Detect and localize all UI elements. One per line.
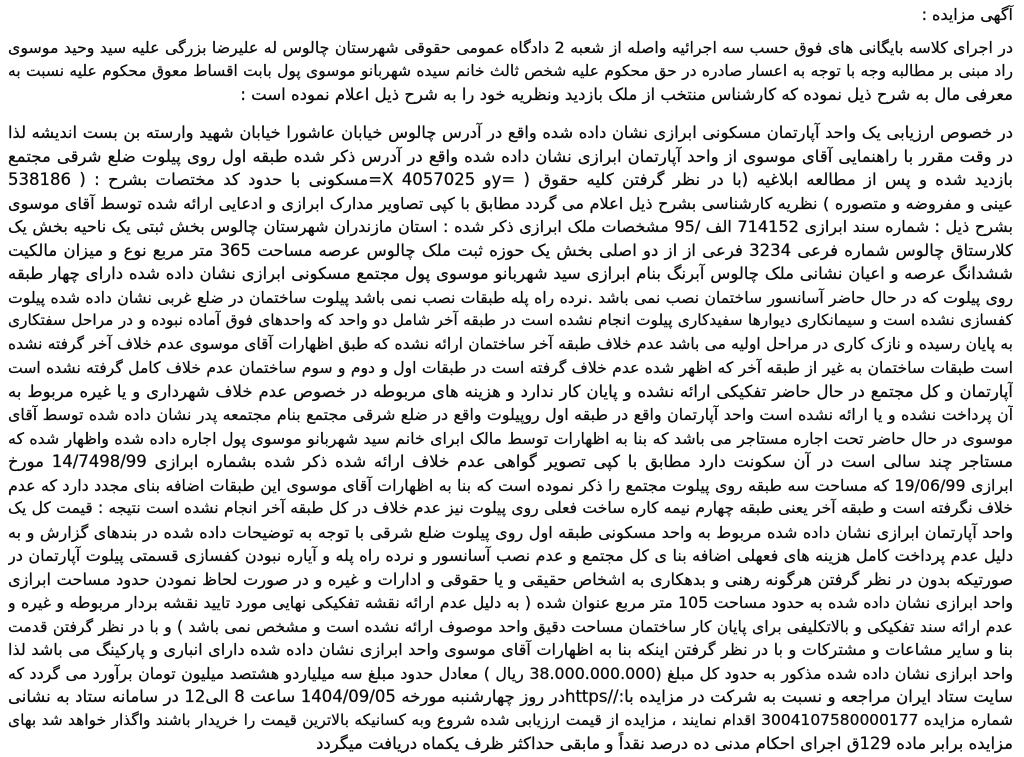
notice-title: آگهی مزایده :: [921, 5, 1013, 24]
notice-text-line: بشرح ذیل : شماره سند ابرازی 714152 الف /95 مشخصات ملک ابرازی ذکر شده : استان مازندران شهرستان چالوس بخش ثبتی یک ناحیه بخش یک: [8, 217, 1013, 236]
notice-text-line: در خصوص ارزیابی یک واحد آپارتمان مسکونی ابرازی نشان داده شده واقع در آدرس چالوس خیابان عاشورا خیابان شهید وارسته بن بست اندیشه لذا: [8, 123, 1013, 142]
notice-text-line: موسوی در حال حاضر تحت اجاره مستاجر می باشد که بنا به اظهارات توسط مالک ابرای خانم سید شهربانو موسوی پول اجاره داده شده واظهار شده که: [8, 428, 1013, 448]
notice-text-line: راد مبنی بر مطالبه وجه با توجه به اعسار صادره در حق محکوم علیه شخص ثالث خانم سیده شهربانو موسوی پول بابت اقساط معوق محکوم علیه نسبت به: [8, 61, 1013, 80]
notice-text-line: عدم ارائه سند تفکیکی و بالاتکلیفی برای پایان کار ساختمان مساحت دقیق واحد موصوف ارائه نشده است و مشخص نمی باشد ) و با در نظر گرفتن قدمت: [8, 616, 1013, 636]
notice-text-line: واحد ابرازی نشان داده شده به حدود مساحت 105 متر مربع عنوان شده ( به دلیل عدم ارائه نقشه تفکیکی نهایی مورد تایید نقشه بردار مربوطه و غیره و: [8, 593, 1013, 612]
notice-paragraph-intro: [8, 36, 1013, 107]
notice-text-line: مستاجر چند سالی است در آن سکونت دارد مطابق با کپی تصویر گواهی عدم خلاف ارائه شده ذکر شده بشماره ابرازی 14/7498/99 مورخ: [8, 452, 1013, 471]
notice-text-line: بنا و سایر مشاعات و مشترکات و با در نظر گرفتن اینکه بنا به اظهارات آقای موسوی واحد ابرازی نشان داده شده دارای انباری و پارکینگ می باشد لذا: [8, 640, 1013, 659]
notice-text-line: آن پرداخت نشده و یا ارائه نشده است واحد آپارتمان واقع در طبقه اول روپیلوت واقع در ضلع شرقی مجتمع بنام مجتمعه پدر نشان داده شده توسط آقای: [8, 405, 1013, 424]
notice-text-line: بازدید شده و پس از مطالعه ابلاغیه (با در نظر گرفتن کلیه حقوق ( =yو 4057025 X=مسکونی با حدود کد مختصات بشرح : ( 538186: [8, 170, 1013, 189]
notice-text-line: صورتیکه بدون در نظر گرفتن هرگونه رهنی و بدهکاری به اشخاص حقیقی و یا حقوقی و ادارات و غیره و در صورت لحاظ نمودن حدود مساحت ابرازی: [8, 569, 1013, 589]
notice-text-line: کفسازی نشده است و سیمانکاری دیوارها سفیدکاری پیلوت انجام نشده است در طبقه آخر شامل دو واحد که واحدهای فوق آماده نبوده و در مراحل سفتکاری: [8, 311, 1013, 329]
notice-text-line: سایت ستاد ایران مراجعه و نسبت به شرکت در مزایده با://httpsدر روز چهارشنبه مورخه 1404/09/05 ساعت 8 الی12 در سامانه ستاد به نشانی: [8, 687, 1013, 706]
notice-text-line: مزایده برابر ماده 129ق اجرای احکام مدنی ده درصد نقداً و مابقی حداکثر ظرف یکماه دریافت میگردد: [316, 734, 1013, 753]
notice-text-line: روی پیلوت که در حال حاضر آسانسور ساختمان نصب نمی باشد .نرده راه پله طبقات نصب نمی باشد پیلوت ساختمان در ضلع غربی نشان داده شده پیلوت: [8, 287, 1013, 307]
notice-text-line: ابرازی 19/06/99 که مساحت سه طبقه روی پیلوت مجتمع را ذکر نموده است که بنا به اظهارات آقای موسوی این طبقات اضافه بنای مجدد دارد که عدم: [8, 475, 1013, 495]
notice-text-line: کلارستاق چالوس شماره فرعی 3234 فرعی از از دو اصلی بخش یک حوزه ثبت ملک چالوس عرصه مساحت 365 متر مربع نوع و میزان مالکیت: [8, 240, 1013, 260]
notice-text-line: واحد ابرازی نشان داده شده مذکور به حدود کل مبلغ (38.000.000.000 ریال ) معادل حدود مبلغ سه میلیاردو هشتصد میلیون تومان برآورد می گردد که: [8, 663, 1013, 683]
notice-text-line: به پایان رسیده و نازک کاری در مراحل اولیه می باشد عدم خلاف طبقه آخر ساختمان ارائه نشده که طبق اظهارات آقای موسوی عدم خلاف آخر گرفته نشده: [8, 334, 1013, 353]
notice-text-line: واحد آپارتمان ابرازی نشان داده شده مربوط به واحد مسکونی طبقه اول روی پیلوت ضلع شرقی با توجه به توضیحات داده شده در بندهای گزارش و به: [8, 522, 1013, 542]
notice-text-line: است طبقات ساختمان به غیر از طبقه آخر که اظهر شده عدم خلاف گرفته است در طبقات اول و دوم و سوم ساختمان عدم خلاف کامل گرفته نشده است: [8, 358, 1013, 377]
notice-text-line: در وقت مقرر با راهنمایی آقای موسوی از واحد آپارتمان ابرازی نشان داده شده واقع در آدرس ذکر شده طبقه اول روی پیلوت ضلع شرقی مجتمع: [8, 146, 1013, 166]
notice-text-line: آپارتمان و کل مجتمع در حال حاضر تفکیکی ارائه نشده و پایان کار ندارد و هزینه های مربوطه در خصوص عدم خلاف شهرداری و یا غیره مربوط به: [8, 381, 1013, 401]
notice-text-line: شماره مزایده 3004107580000177 اقدام نمایند ، مزایده از قیمت ارزیابی شده شروع وبه کسانیکه بالاترین قیمت را خریدار باشند واگذار خواهد شد بهای: [8, 710, 1013, 729]
notice-text-line: خلاف نگرفته است و طبقه آخر یعنی طبقه چهارم نیمه کاره ساخت فعلی روی پیلوت نیز عدم خلاف در کل طبقه آخر انجام نشده است نتیجه : قیمت کل یک: [8, 499, 1013, 517]
notice-paragraph-appraisal: [8, 121, 1013, 756]
notice-text-line: در اجرای کلاسه بایگانی های فوق حسب سه اجرائیه واصله از شعبه 2 دادگاه عمومی حقوقی شهرستان چالوس له علیرضا بزرگی علیه سید وحید موسوی: [8, 38, 1013, 57]
notice-text-line: ششدانگ عرصه و اعیان نشانی ملک چالوس آبرنگ بنام ابرازی سید شهربانو موسوی پول مجتمع مسکونی ابرازی نشان داده شده دارای چهار طبقه: [8, 264, 1013, 283]
notice-text-line: دلیل عدم پرداخت کامل هزینه های فعهلی اضافه بنا ی کل مجتمع و عدم نصب آسانسور و نرده راه پله و آیاره نبودن کفسازی قسمتی پیلوت آپارتمان در: [8, 546, 1013, 565]
notice-text-line: عینی و مفروضه و متصوره ) نظریه کارشناسی بشرح ذیل اعلام می گردد مطابق با کپی تصاویر مدارک ابرازی و ادعایی ارائه شده توسط آقای موسوی: [8, 193, 1013, 213]
notice-text-line: معرفی مال به شرح ذیل نموده که کارشناس منتخب از ملک بازدید ونظریه خود را به شرح ذیل اعلام نموده است :: [240, 85, 1013, 104]
